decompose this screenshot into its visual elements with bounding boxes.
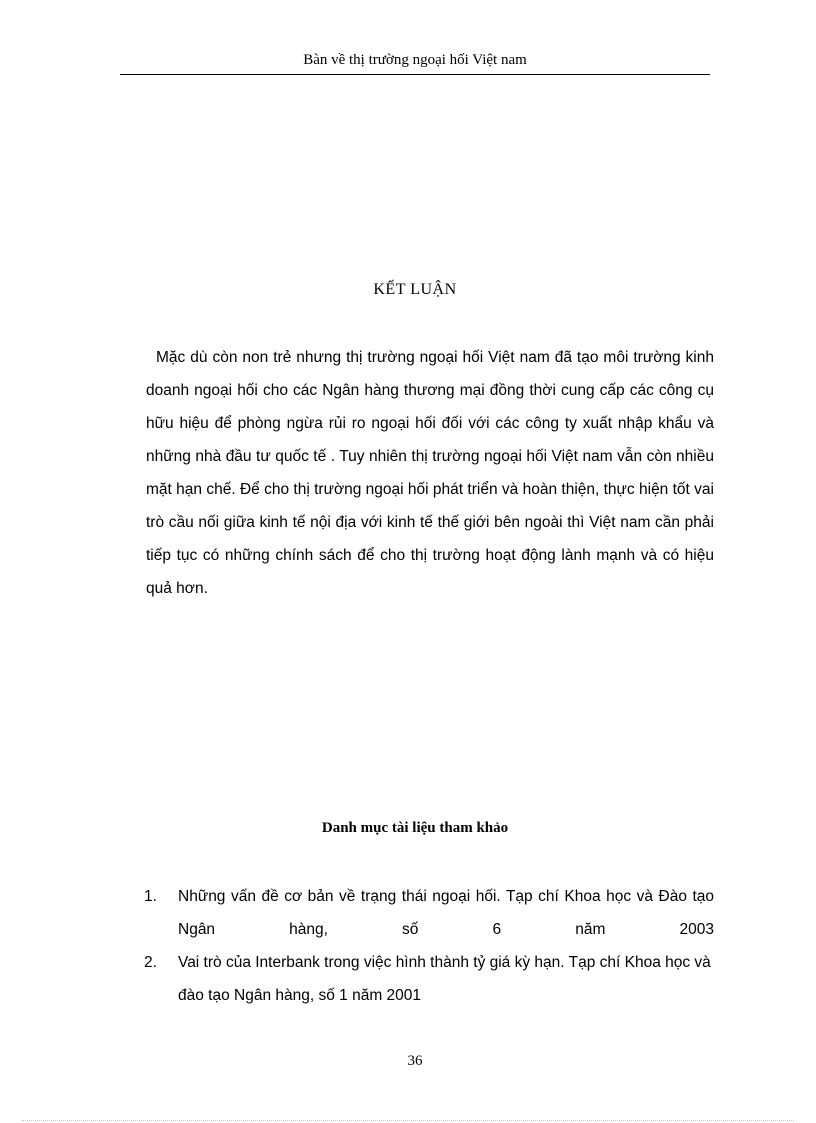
conclusion-paragraph: Mặc dù còn non trẻ nhưng thị trường ngoại hối Việt nam đã tạo môi trường kinh doanh ngoại hối cho các Ngân hàng thương mại đồng thời cung cấp các công cụ hữu hiệu để phòng ngừa rủi ro ngoại hối đối với các công ty xuất nhập khẩu và những nhà đầu tư quốc tế . Tuy nhiên thị trường ngoại hối Việt nam vẫn còn nhiều mặt hạn chế. Để cho thị trường ngoại hối phát triển và hoàn thiện, thực hiện tốt vai trò cầu nối giữa kinh tế nội địa với kinh tế thế giới bên ngoài thì Việt nam cần phải tiếp tục có những chính sách để cho thị trường hoạt động lành mạnh và có hiệu quả hơn. <box>146 349 714 597</box>
conclusion-body <box>146 341 714 605</box>
reference-text: Những vấn đề cơ bản về trạng thái ngoại hối. Tạp chí Khoa học và Đào tạo Ngân hàng, số 6 năm 2003 <box>178 888 714 938</box>
header-title: Bàn về thị trường ngoại hối Việt nam <box>303 52 527 68</box>
conclusion-heading: KẾT LUẬN <box>373 281 457 298</box>
page-number: 36 <box>407 1053 423 1069</box>
references-list <box>144 880 714 1012</box>
reference-item-1 <box>144 880 714 946</box>
reference-number: 2. <box>144 954 157 971</box>
reference-text: Vai trò của Interbank trong việc hình thành tỷ giá kỳ hạn. Tạp chí Khoa học và đào tạo Ngân hàng, số 1 năm 2001 <box>178 954 711 1004</box>
page-bottom-border <box>22 1120 794 1121</box>
reference-item-2 <box>144 946 714 1012</box>
references-heading: Danh mục tài liệu tham khảo <box>321 820 509 836</box>
header-divider <box>120 74 710 75</box>
reference-number: 1. <box>144 888 157 905</box>
